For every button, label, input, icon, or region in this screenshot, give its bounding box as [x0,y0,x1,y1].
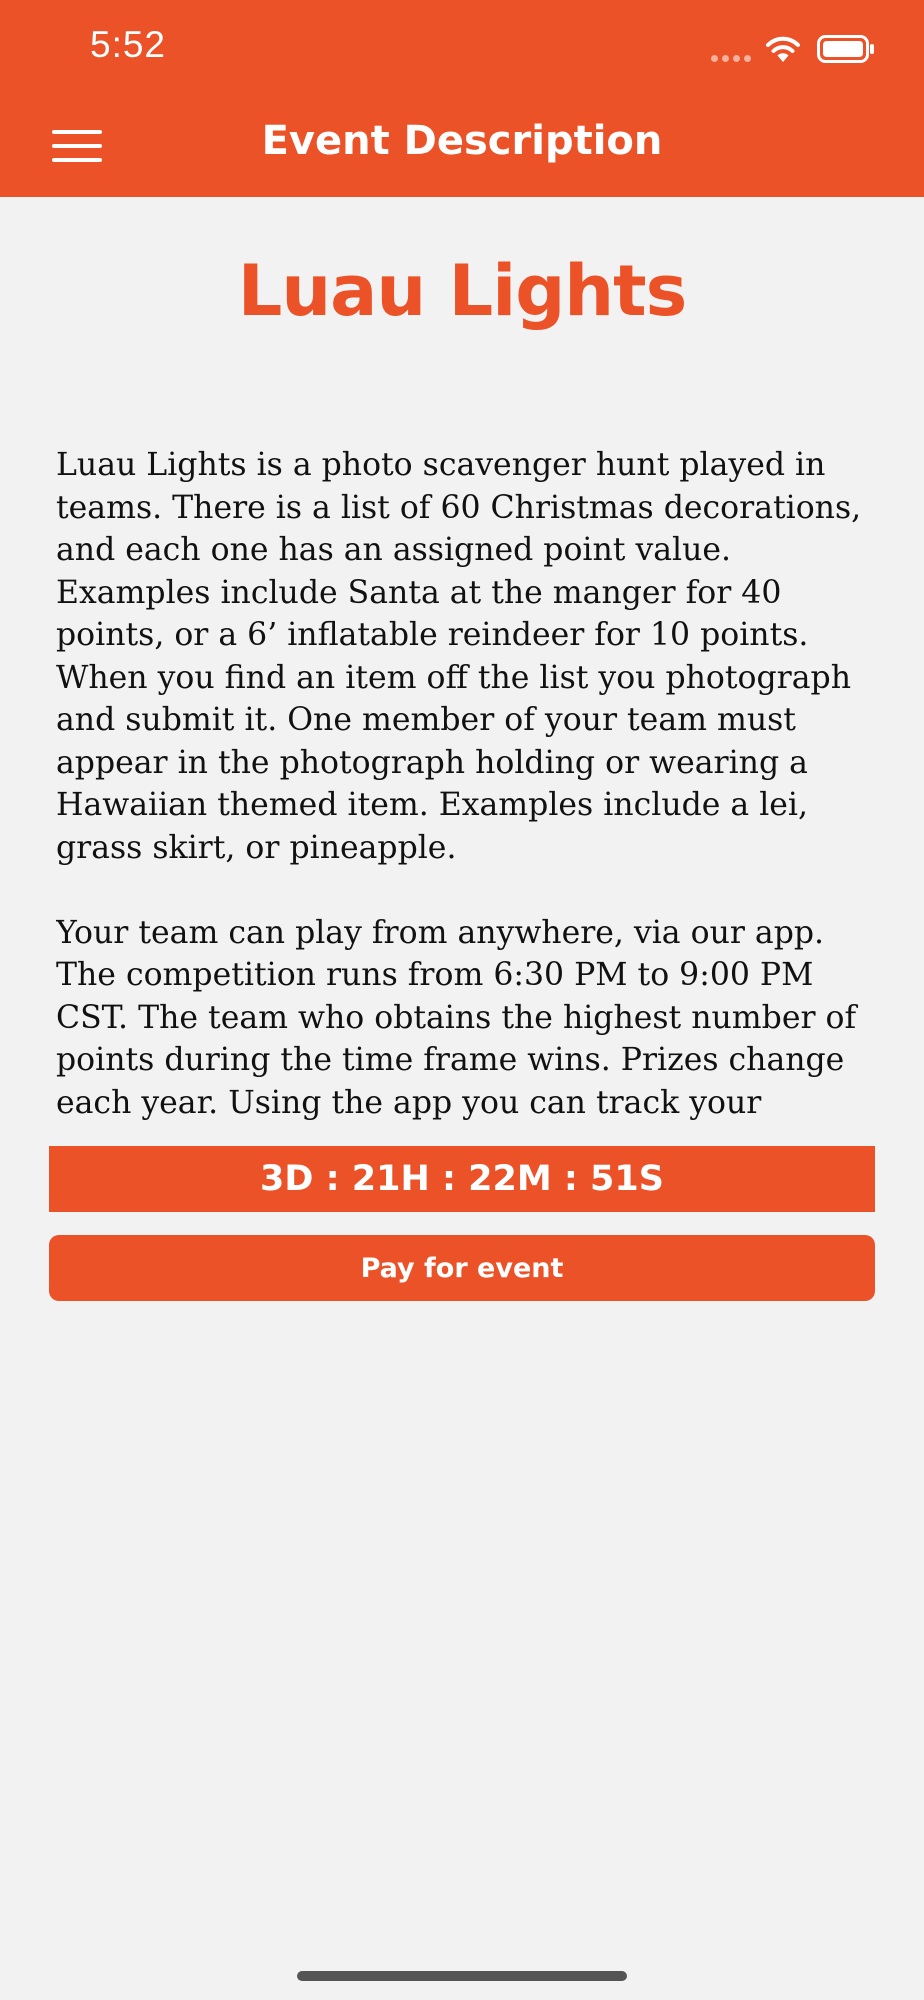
wifi-icon [764,34,802,64]
home-indicator[interactable] [297,1971,627,1981]
event-description[interactable] [56,444,876,1136]
event-title: Luau Lights [237,250,687,332]
cellular-signal-icon [711,55,751,62]
description-paragraph: Your team can play from anywhere, via our app. The competition runs from 6:30 PM to 9:00 PM CST. The team who obtains the highest number of points during the time frame wins. Prizes change each year. Using the app you can track your [56,914,857,1121]
battery-icon [817,35,875,63]
status-time: 5:52 [90,24,167,65]
page-title: Event Description [261,118,663,164]
description-paragraph: Luau Lights is a photo scavenger hunt played in teams. There is a list of 60 Christmas decorations, and each one has an assigned point value. Examples include Santa at the manger for 40 points, or a 6’ inflatable reindeer for 10 points. When you find an item off the list you photograph and submit it. One member of your team must appear in the photograph holding or wearing a Hawaiian themed item. Examples include a lei, grass skirt, or pineapple. [56,447,862,866]
countdown-timer: 3D : 21H : 22M : 51S [49,1146,875,1212]
pay-for-event-button[interactable]: Pay for event [49,1235,875,1301]
header-bar [0,0,924,197]
